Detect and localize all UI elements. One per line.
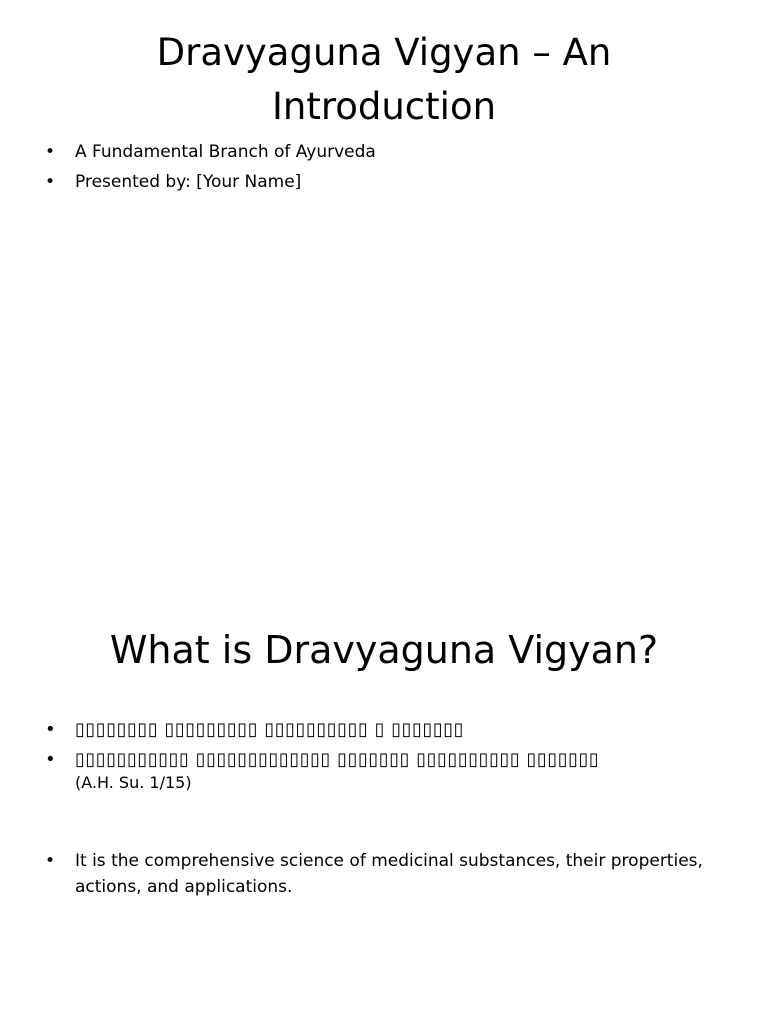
bullet-icon: • bbox=[45, 851, 56, 871]
slide-1-bullet-list bbox=[40, 140, 730, 200]
bullet-text: It is the comprehensive science of medicinal substances, their properties, actions, and applications. bbox=[75, 851, 703, 897]
slide-2-bullet-list bbox=[40, 848, 730, 900]
bullet-icon: • bbox=[45, 749, 56, 770]
verse-reference: (A.H. Su. 1/15) bbox=[75, 773, 192, 792]
sanskrit-verse-line: ▯▯▯▯▯▯▯▯ ▯▯▯▯▯▯▯▯▯ ▯▯▯▯▯▯▯▯▯▯ ▯ ▯▯▯▯▯▯▯ bbox=[75, 719, 465, 740]
bullet-text: Presented by: [Your Name] bbox=[75, 172, 302, 192]
list-item bbox=[40, 716, 730, 744]
slide-2-title: What is Dravyaguna Vigyan? bbox=[109, 628, 659, 672]
list-item bbox=[40, 140, 730, 164]
list-item bbox=[40, 848, 730, 900]
bullet-icon: • bbox=[45, 172, 56, 192]
list-item bbox=[40, 746, 730, 791]
list-item bbox=[40, 170, 730, 194]
bullet-icon: • bbox=[45, 142, 56, 162]
slide-2-sanskrit-list bbox=[40, 716, 730, 793]
bullet-text: A Fundamental Branch of Ayurveda bbox=[75, 142, 376, 162]
sanskrit-verse-line: ▯▯▯▯▯▯▯▯▯▯▯ ▯▯▯▯▯▯▯▯▯▯▯▯▯ ▯▯▯▯▯▯▯ ▯▯▯▯▯▯▯▯▯▯ ▯▯▯▯▯▯▯ bbox=[75, 749, 600, 770]
slide-1-title: Dravyaguna Vigyan – An Introduction bbox=[156, 31, 612, 128]
bullet-icon: • bbox=[45, 719, 56, 740]
slide-2 bbox=[0, 512, 768, 1024]
